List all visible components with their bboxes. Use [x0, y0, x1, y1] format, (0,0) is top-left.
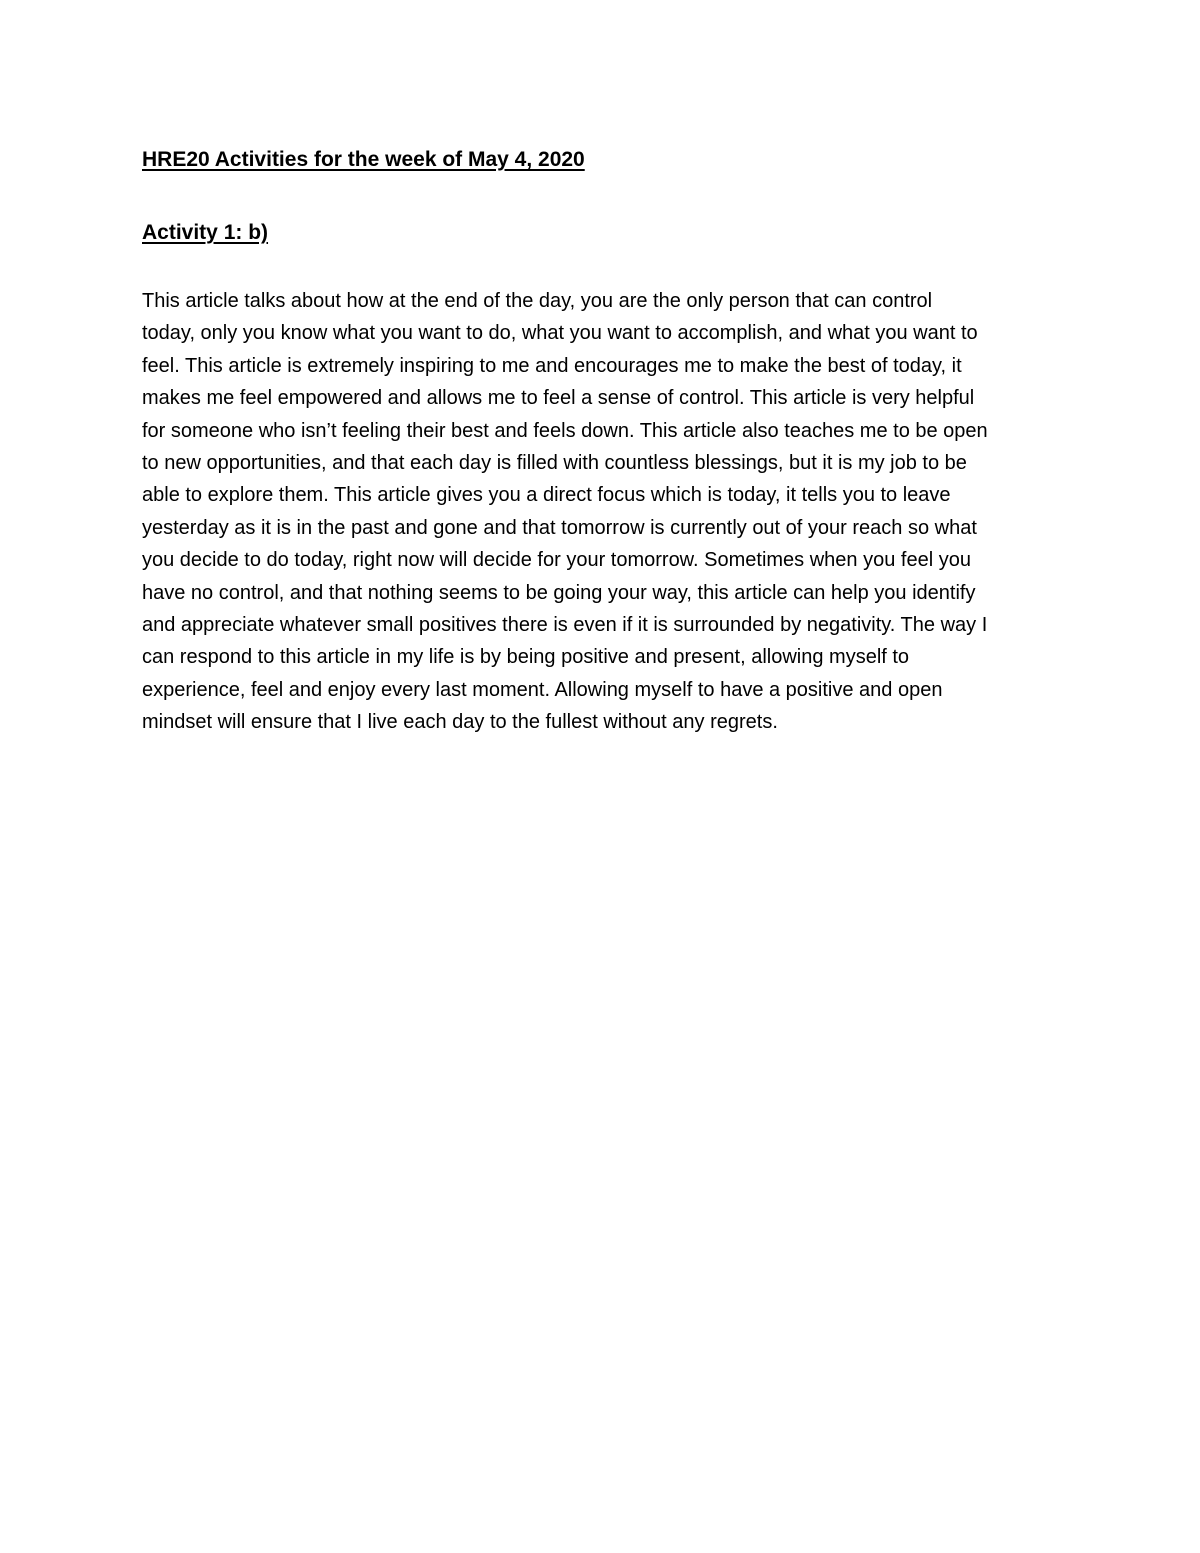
paragraph-line: today, only you know what you want to do, what you want to accomplish, and what you want to — [142, 322, 978, 345]
paragraph-line: can respond to this article in my life is by being positive and present, allowing myself to — [142, 646, 910, 669]
paragraph-line: you decide to do today, right now will decide for your tomorrow. Sometimes when you feel you — [142, 549, 971, 572]
paragraph-line: and appreciate whatever small positives there is even if it is surrounded by negativity. The way I — [142, 614, 988, 637]
paragraph-line: mindset will ensure that I live each day to the fullest without any regrets. — [142, 711, 778, 734]
paragraph-line: This article talks about how at the end of the day, you are the only person that can control — [142, 290, 933, 312]
paragraph-line: able to explore them. This article gives you a direct focus which is today, it tells you to leave — [142, 484, 951, 507]
paragraph-line: have no control, and that nothing seems to be going your way, this article can help you identify — [142, 581, 976, 604]
activity-heading: Activity 1: b) — [142, 221, 269, 244]
paragraph-line: yesterday as it is in the past and gone and that tomorrow is currently out of your reach so what — [142, 516, 977, 539]
paragraph-line: feel. This article is extremely inspiring to me and encourages me to make the best of today, it — [142, 354, 962, 377]
document-title: HRE20 Activities for the week of May 4, 2020 — [142, 148, 585, 171]
paragraph-line: for someone who isn’t feeling their best and feels down. This article also teaches me to be open — [142, 419, 988, 442]
paragraph-line: to new opportunities, and that each day is filled with countless blessings, but it is my job to be — [142, 452, 967, 475]
body-paragraph — [142, 285, 1072, 739]
paragraph-line: experience, feel and enjoy every last moment. Allowing myself to have a positive and open — [142, 678, 943, 701]
paragraph-line: makes me feel empowered and allows me to feel a sense of control. This article is very helpful — [142, 387, 975, 410]
